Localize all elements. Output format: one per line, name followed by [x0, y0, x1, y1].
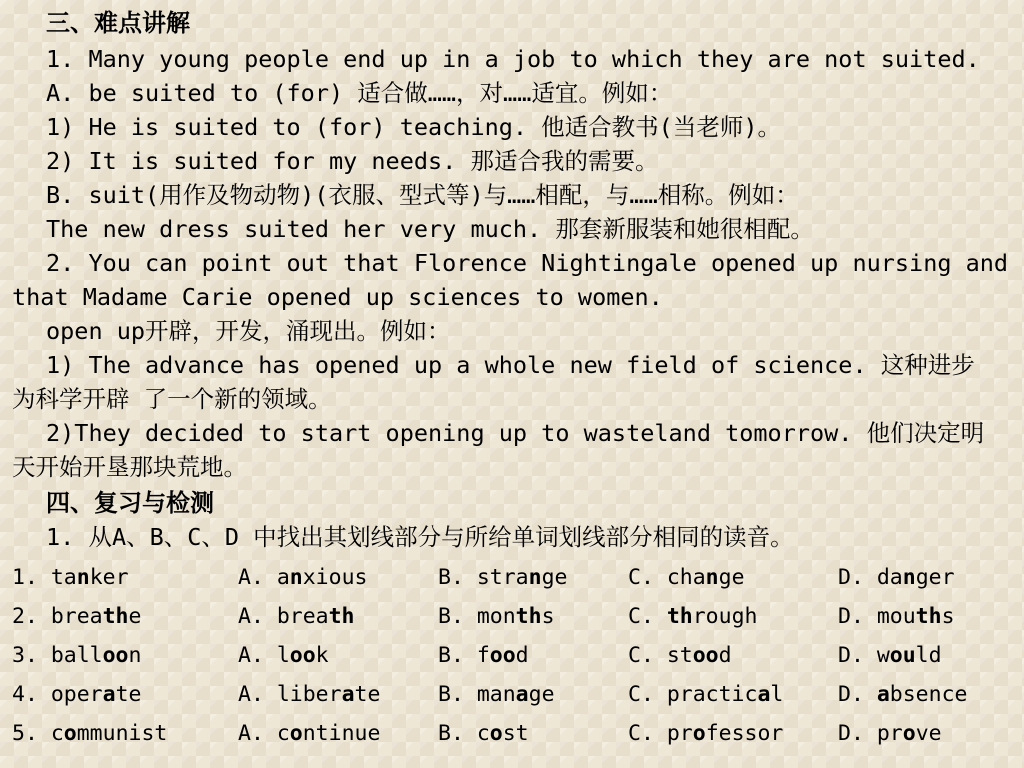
given-word: 5. communist: [12, 721, 168, 746]
exercise-instruction: 1. 从A、B、C、D 中找出其划线部分与所给单词划线部分相同的读音。: [46, 523, 794, 551]
section-heading-review: 四、复习与检测: [46, 489, 214, 517]
exercise-row: [12, 636, 1016, 675]
given-word: 3. balloon: [12, 643, 142, 668]
option-d: D. mouths: [838, 604, 955, 629]
option-a: A. continue: [238, 721, 381, 746]
option-c: C. change: [628, 565, 745, 590]
text-line: 2. You can point out that Florence Nightingale opened up nursing and: [46, 249, 1009, 277]
text-line: 为科学开辟 了一个新的领域。: [12, 385, 332, 413]
highlighted-letters: o: [289, 721, 303, 746]
highlighted-letters: th: [328, 604, 355, 629]
highlighted-letters: th: [915, 604, 942, 629]
option-a: A. anxious: [238, 565, 368, 590]
highlighted-letters: n: [528, 565, 542, 590]
option-c: C. stood: [628, 643, 732, 668]
highlighted-letters: n: [76, 565, 90, 590]
option-d: D. would: [838, 643, 942, 668]
option-a: A. look: [238, 643, 329, 668]
highlighted-letters: n: [705, 565, 719, 590]
text-line: 2) It is suited for my needs. 那适合我的需要。: [46, 147, 659, 175]
highlighted-letters: a: [341, 682, 355, 707]
highlighted-letters: th: [666, 604, 693, 629]
text-line: A. be suited to (for) 适合做……，对……适宜。例如：: [46, 79, 673, 107]
option-b: B. strange: [438, 565, 568, 590]
highlighted-letters: a: [515, 682, 529, 707]
text-line: The new dress suited her very much. 那套新服装和她很相配。: [46, 215, 814, 243]
given-word: 1. tanker: [12, 565, 129, 590]
highlighted-letters: o: [692, 721, 706, 746]
text-line: 1) The advance has opened up a whole new field of science. 这种进步: [46, 351, 975, 379]
highlighted-letters: o: [902, 721, 916, 746]
highlighted-letters: oo: [692, 643, 719, 668]
text-line: open up开辟，开发，涌现出。例如：: [46, 317, 451, 345]
section-heading-difficulties: 三、难点讲解: [46, 9, 190, 37]
option-b: B. manage: [438, 682, 555, 707]
option-b: B. cost: [438, 721, 529, 746]
option-a: A. breath: [238, 604, 355, 629]
option-c: C. practical: [628, 682, 784, 707]
highlighted-letters: a: [757, 682, 771, 707]
highlighted-letters: oo: [102, 643, 129, 668]
text-line: 1. Many young people end up in a job to which they are not suited.: [46, 45, 980, 73]
highlighted-letters: ou: [889, 643, 916, 668]
highlighted-letters: o: [489, 721, 503, 746]
highlighted-letters: o: [63, 721, 77, 746]
option-c: C. professor: [628, 721, 784, 746]
option-c: C. through: [628, 604, 758, 629]
given-word: 4. operate: [12, 682, 142, 707]
highlighted-letters: th: [515, 604, 542, 629]
highlighted-letters: oo: [289, 643, 316, 668]
highlighted-letters: a: [102, 682, 116, 707]
highlighted-letters: oo: [489, 643, 516, 668]
given-word: 2. breathe: [12, 604, 142, 629]
text-line: 天开始开垦那块荒地。: [12, 453, 247, 481]
exercise-row: [12, 675, 1016, 714]
text-line: 2)They decided to start opening up to wasteland tomorrow. 他们决定明: [46, 419, 985, 447]
option-d: D. danger: [838, 565, 955, 590]
option-a: A. liberate: [238, 682, 381, 707]
option-d: D. absence: [838, 682, 968, 707]
text-line: that Madame Carie opened up sciences to women.: [12, 283, 663, 311]
text-line: B. suit(用作及物动物)(衣服、型式等)与……相配，与……相称。例如：: [46, 181, 799, 209]
highlighted-letters: th: [102, 604, 129, 629]
text-line: 1) He is suited to (for) teaching. 他适合教书(当老师)。: [46, 113, 781, 141]
highlighted-letters: n: [289, 565, 303, 590]
highlighted-letters: a: [876, 682, 890, 707]
highlighted-letters: n: [902, 565, 916, 590]
exercise-row: [12, 714, 1016, 753]
option-d: D. prove: [838, 721, 942, 746]
exercise-row: [12, 558, 1016, 597]
option-b: B. food: [438, 643, 529, 668]
option-b: B. months: [438, 604, 555, 629]
exercise-row: [12, 597, 1016, 636]
